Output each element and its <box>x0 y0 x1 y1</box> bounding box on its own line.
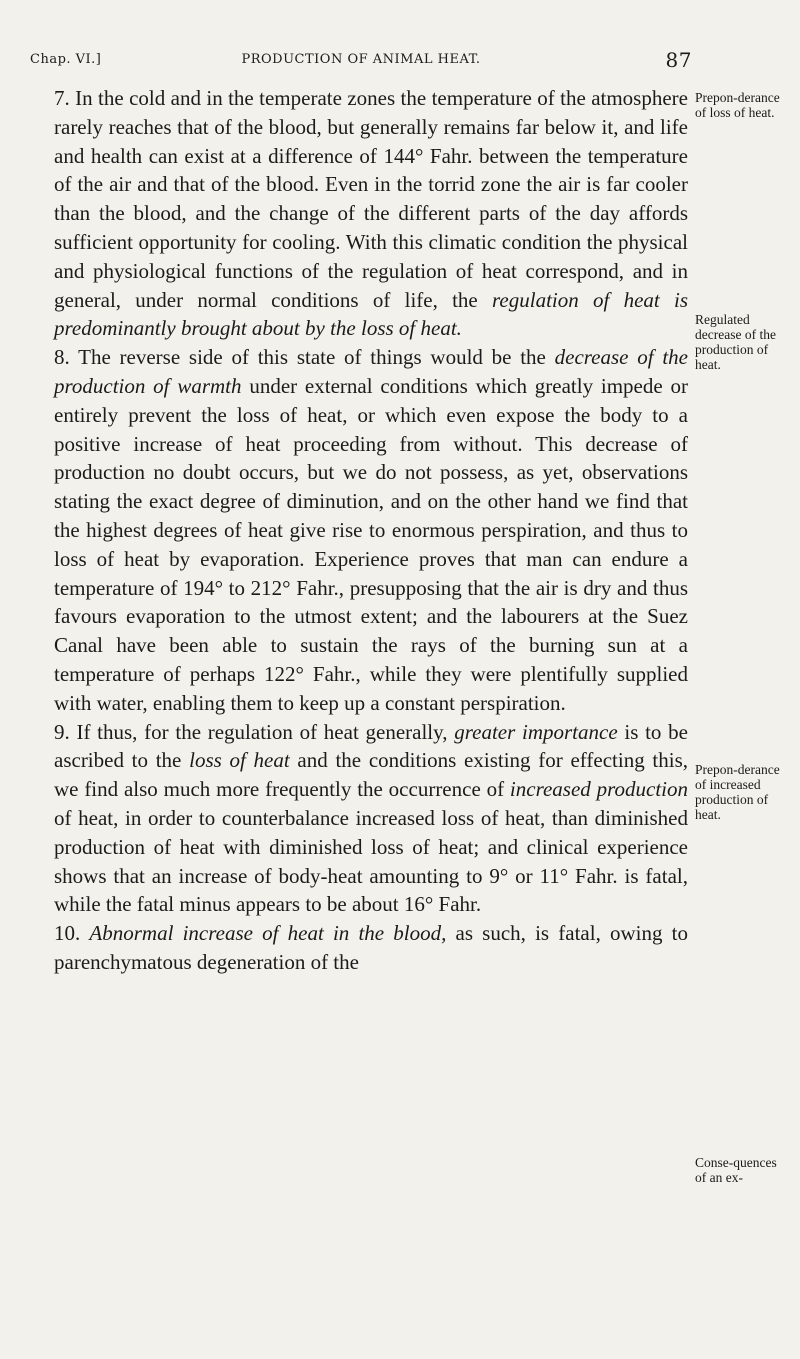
body-text <box>54 84 688 977</box>
margin-note: Regulated decrease of the production of heat. <box>695 312 776 372</box>
paragraph-9: 9. If thus, for the regulation of heat generally, greater importance is to be ascribed to the loss of heat and the conditions existing for effecting this, we find also much more frequently the occurrence of increased production of heat, in order to counterbalance increased loss of heat, than diminished production of heat with diminished loss of heat; and clinical experience shows that an increase of body-heat amounting to 9° or 11° Fahr. is fatal, while the fatal minus appears to be about 16° Fahr. <box>54 719 689 917</box>
emphasis: regulation of heat is predominantly brought about by the loss of heat. <box>54 287 688 341</box>
paragraph-8: 8. The reverse side of this state of things would be the decrease of the production of warmth under external conditions which greatly impede or entirely prevent the loss of heat, or which even expose the body to a positive increase of heat proceeding from without. This decrease of production no doubt occurs, but we do not possess, as yet, observations stating the exact degree of diminution, and on the other hand we find that the highest degrees of heat give rise to enormous perspiration, and thus to loss of heat by evaporation. Experience proves that man can endure a temperature of 194° to 212° Fahr., presupposing that the air is dry and thus favours evaporation to the utmost extent; and the labourers at the Suez Canal have been able to sustain the rays of the burning sun at a temperature of perhaps 122° Fahr., while they were plentifully supplied with water, enabling them to keep up a constant perspiration. <box>54 345 688 715</box>
page-number: 87 <box>665 48 692 72</box>
emphasis: increased production <box>509 777 688 802</box>
emphasis: decrease of the production of warmth <box>54 345 688 398</box>
running-title: PRODUCTION OF ANIMAL HEAT. <box>241 52 481 67</box>
paragraph-7: 7. In the cold and in the temperate zones the temperature of the atmosphere rarely reaches that of the blood, but generally remains far below it, and life and health can exist at a difference of 144° Fahr. between the temperature of the air and that of the blood. Even in the torrid zone the air is far cooler than the blood, and the change of the different parts of the day affords sufficient opportunity for cooling. With this climatic condition the physical and physiological functions of the regulation of heat correspond, and in general, under normal conditions of life, the regulation of heat is predominantly brought about by the loss of heat. <box>54 86 688 341</box>
margin-note: Prepon-derance of loss of heat. <box>695 90 780 120</box>
emphasis: loss of heat <box>189 748 290 773</box>
margin-note: Conse-quences of an ex- <box>695 1155 777 1185</box>
margin-note: Prepon-derance of increased production of heat. <box>695 762 780 822</box>
emphasis: Abnormal increase of heat in the blood, <box>89 921 447 946</box>
running-header <box>30 48 692 72</box>
paragraph-10: 10. Abnormal increase of heat in the blood, as such, is fatal, owing to parenchymatous degeneration of the <box>54 921 688 974</box>
emphasis: greater importance <box>454 719 618 744</box>
chapter-label: Chap. VI.] <box>30 52 102 67</box>
